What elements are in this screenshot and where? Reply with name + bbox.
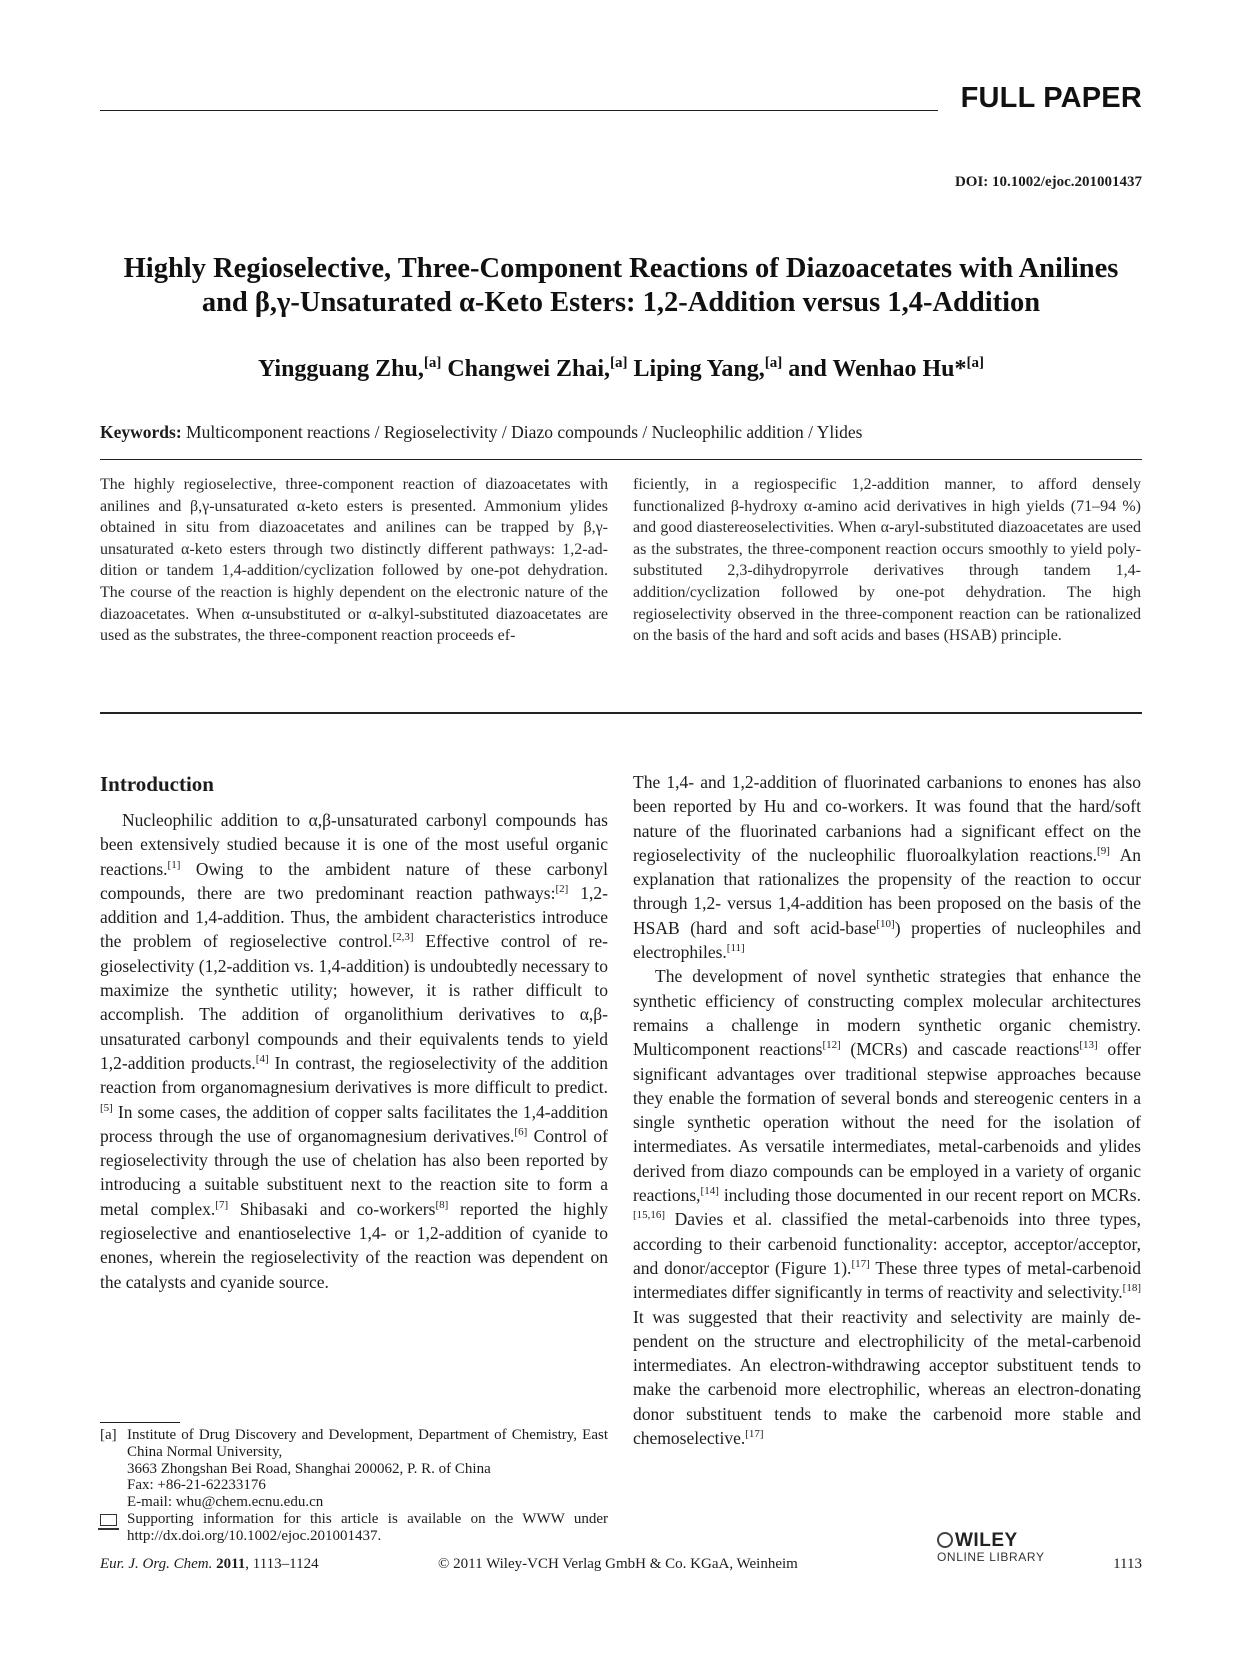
- citation-ref: [17]: [745, 1428, 764, 1441]
- citation-ref: [12]: [822, 1039, 841, 1052]
- library-label: ONLINE LIBRARY: [937, 1550, 1045, 1564]
- wiley-online-library-logo: [937, 1530, 1045, 1564]
- affiliation-line: Fax: +86-21-62233176: [127, 1477, 266, 1494]
- citation-ref: [18]: [1122, 1282, 1141, 1295]
- header-rule: [100, 110, 938, 111]
- affiliation-line: Institute of Drug Discovery and Development, Department of Chemistry, East China Normal University,: [127, 1427, 608, 1460]
- citation-ref: [8]: [435, 1198, 449, 1211]
- author-name: Changwei Zhai,: [441, 356, 611, 382]
- abstract-right-column: ficiently, in a regiospecific 1,2-addition manner, to afford densely functionalized β-hydroxy α-amino acid derivatives in high yields (71–94 %) and good diastereoselectivities. When α-aryl-substituted diazoacetates are used as the substrates, the three-component reaction occurs smoothly to yield polysubstituted 2,3-dihydropyrrole derivatives through tandem 1,4-addition/cyclization followed by one-pot dehydration. The high regioselectivity observed in the three-component reaction can be rationalized on the basis of the hard and soft acids and bases (HSAB) principle.: [633, 476, 1141, 645]
- affiliation-marker: [a]: [610, 355, 628, 371]
- citation-ref: [5]: [100, 1101, 113, 1114]
- journal-year: 2011: [216, 1556, 246, 1572]
- citation-ref: [15,16]: [633, 1209, 666, 1222]
- citation-ref: [2,3]: [392, 931, 414, 944]
- section-heading-introduction: Introduction: [100, 772, 214, 796]
- affiliation-line: E-mail: whu@chem.ecnu.edu.cn: [127, 1494, 324, 1511]
- affiliation-footnote: [100, 1427, 608, 1545]
- intro-paragraph: Nucleophilic addition to α,β-unsaturated carbonyl compounds has been extensively studied because it is one of the most useful organic reactions.[1] Owing to the ambident nature of these carbonyl compounds, there are two predominant reaction pathways:[2] 1,2-addition and 1,4-addition. Thus, the ambident characteristics introduce the problem of regioselective control.[2,3] Effective control of regioselectivity (1,2-addition vs. 1,4-addition) is undoubtedly necessary to maximize the synthetic utility; however, it is rather difficult to accomplish. The addition of organolithium derivatives to α,β-unsaturated carbonyl compounds and their equivalents tends to yield 1,2-addition products.[4] In contrast, the regioselectivity of the addition reaction from organomagnesium derivatives is more difficult to predict.[5] In some cases, the addition of copper salts facilitates the 1,4-addition process through the use of organomagnesium derivatives.[6] Control of regioselectivity through the use of chelation has also been reported by introducing a suitable substituent next to the reaction site to form a metal complex.[7] Shibasaki and co-workers[8] reported the highly regioselective and enantioselective 1,4- or 1,2-addition of cyanide to enones, wherein the regioselectivity of the reaction was dependent on the catalysts and cyanide source.: [100, 810, 609, 1292]
- citation-ref: [2]: [555, 883, 569, 896]
- journal-pages: , 1113–1124: [245, 1556, 319, 1572]
- publisher-name: WILEY: [955, 1530, 1018, 1551]
- citation-ref: [14]: [700, 1185, 719, 1198]
- footer-copyright: © 2011 Wiley-VCH Verlag GmbH & Co. KGaA, Weinheim: [438, 1556, 798, 1572]
- citation-ref: [6]: [514, 1126, 528, 1139]
- footer-citation: [100, 1556, 319, 1573]
- body-right-column: [633, 770, 1141, 1450]
- citation-ref: [13]: [1079, 1039, 1098, 1052]
- affiliation-marker: [a]: [423, 355, 442, 371]
- keywords-label: Keywords:: [100, 422, 182, 442]
- supporting-info-text: Supporting information for this article is available on the WWW under http://dx.doi.org/10.1002/ejoc.201001437.: [127, 1510, 608, 1544]
- affiliation-marker: [a]: [966, 355, 985, 371]
- keywords: [100, 422, 1142, 443]
- author-name: Yingguang Zhu,: [257, 356, 424, 382]
- citation-ref: [9]: [1097, 845, 1110, 858]
- author-name: Liping Yang,: [627, 356, 765, 382]
- abstract-left-column: The highly regioselective, three-component reaction of diazoacetates with anilines and β,γ-unsaturated α-keto esters is presented. Ammonium ylides obtained in situ from diazoacetates and anilines can be trapped by β,γ-unsaturated α-keto esters through two distinctly different pathways: 1,2-addition or tandem 1,4-addition/cyclization followed by one-pot dehydration. The course of the reaction is highly dependent on the electronic nature of the diazoacetates. When α-unsubstituted or α-alkyl-substituted diazoacetates are used as the substrates, the three-component reaction proceeds ef-: [100, 476, 608, 645]
- page-number: 1113: [1113, 1556, 1142, 1572]
- author-name: and Wenhao Hu*: [782, 356, 967, 382]
- intro-paragraph: The development of novel synthetic strategies that enhance the synthetic efficiency of constructing complex molecular architectures remains a challenge in modern synthetic organic chemistry. Multicomponent reactions[12] (MCRs) and cascade reactions[13] offer significant advantages over traditional stepwise approaches because they enable the formation of several bonds and stereogenic centers in a single synthetic operation without the need for the isolation of intermediates. As versatile intermediates, metal-carbenoids and ylides derived from diazo compounds can be employed in a variety of organic reactions,[14] including those documented in our recent report on MCRs.[15,16] Davies et al. classified the metal-carbenoids into three types, according to their carbenoid functionality: acceptor, acceptor/acceptor, and donor/acceptor (Figure 1).[17] These three types of metal-carbenoid intermediates differ significantly in terms of reactivity and selectivity.[18] It was suggested that their reactivity and selectivity are mainly dependent on the structure and electrophilicity of the metal-carbenoid intermediates. An electron-withdrawing acceptor substituent tends to make the carbenoid more electrophilic, whereas an electron-donating donor substituent tends to make the carbenoid more stable and chemoselective.[17]: [633, 966, 1142, 1449]
- affiliation-text: [127, 1427, 608, 1511]
- citation-ref: [17]: [851, 1258, 870, 1271]
- footnote-mark: [a]: [100, 1427, 117, 1443]
- author-list: [100, 355, 1142, 383]
- intro-paragraph: The 1,4- and 1,2-addition of fluorinated carbanions to enones has also been reported by Hu and co-workers. It was found that the hard/soft nature of the fluorinated carbanions had a significant effect on the regioselectivity of the nucleophilic fluoroalkylation reactions.[9] An explanation that rationalizes the propensity of the reaction to occur through 1,2- versus 1,4-addition has been proposed on the basis of the HSAB (hard and soft acid-base[10]) properties of nucleophiles and electrophiles.[11]: [633, 772, 1141, 963]
- citation-ref: [1]: [167, 858, 181, 871]
- computer-icon: [100, 1511, 127, 1545]
- paper-title: Highly Regioselective, Three-Component Reactions of Diazoacetates with Anilines and β,γ-Unsaturated α-Keto Esters: 1,2-Addition versus 1,4-Addition: [123, 253, 1119, 318]
- doi: DOI: 10.1002/ejoc.201001437: [954, 174, 1142, 190]
- body-left-column: [100, 808, 608, 1294]
- affiliation-line: 3663 Zhongshan Bei Road, Shanghai 200062, P. R. of China: [127, 1460, 491, 1477]
- citation-ref: [7]: [215, 1198, 229, 1211]
- journal-name: Eur. J. Org. Chem.: [100, 1556, 213, 1572]
- affiliation-marker: [a]: [764, 355, 783, 371]
- footnote-rule: [100, 1422, 180, 1423]
- abstract-top-rule: [100, 459, 1142, 460]
- abstract-bottom-rule: [100, 712, 1142, 714]
- citation-ref: [11]: [726, 942, 745, 955]
- citation-ref: [4]: [255, 1053, 269, 1066]
- article-type-label: FULL PAPER: [960, 82, 1142, 114]
- citation-ref: [10]: [876, 917, 895, 930]
- keywords-text: Multicomponent reactions / Regioselectivity / Diazo compounds / Nucleophilic addition / Ylides: [186, 422, 863, 442]
- wiley-mark-icon: [937, 1532, 953, 1548]
